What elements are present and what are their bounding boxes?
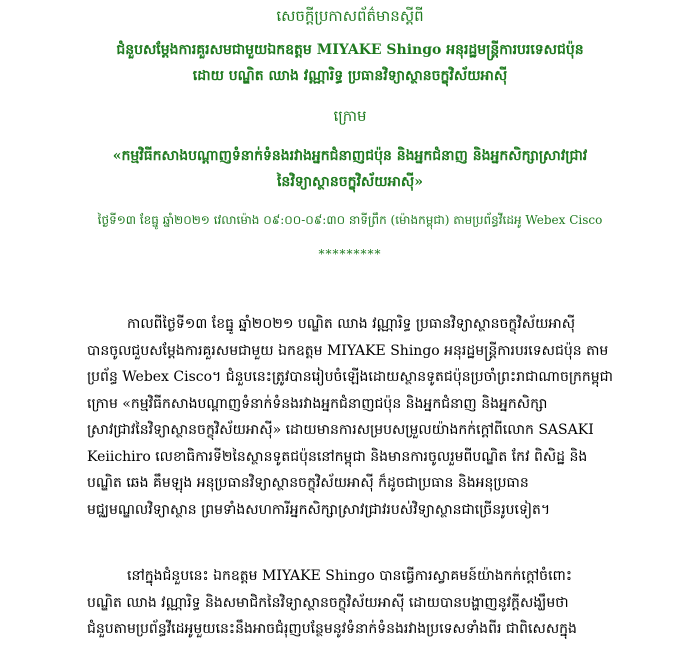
paragraph-line: ប្រព័ន្ធ Webex Cisco។ ជំនួបនេះត្រូវបានរៀបចំឡើងដោយស្ថានទូតជប៉ុនប្រចាំព្រះរាជាណាចក្រកម្ពុជា xyxy=(87,369,613,385)
paragraph-line: ស្រាវជ្រាវនៃវិទ្យាស្ថានចក្ខុវិស័យអាស៊ី» ដោយមានការសម្របសម្រួលយ៉ាងកក់ក្តៅពីលោក SASAKI xyxy=(87,422,594,438)
date-line: ថ្ងៃទី១៣ ខែធ្នូ ឆ្នាំ២០២១ វេលាម៉ោង ០៩:០០-០៩:៣០ នាទីព្រឹក (ម៉ោងកម្ពុជា) តាមប្រព័ន្ធវីដេអូ Webex Cisco xyxy=(97,213,603,227)
subtitle-line-1: ជំនួបសម្តែងការគួរសមជាមួយឯកឧត្តម MIYAKE Shingo អនុរដ្ឋមន្ត្រីការបរទេសជប៉ុន xyxy=(116,42,584,58)
subtitle-line-2: ដោយ បណ្ឌិត ឈាង វណ្ណារិទ្ធ ប្រធានវិទ្យាស្ថានចក្ខុវិស័យអាស៊ី xyxy=(192,68,508,84)
paragraph-line: ក្រោម «កម្មវិធីកសាងបណ្តាញទំនាក់ទំនងរវាងអ្នកជំនាញជប៉ុន និងអ្នកជំនាញ និងអ្នកសិក្សា xyxy=(87,395,548,412)
paragraph-line: ជំនួបតាមប្រព័ន្ធវីដេអូមួយនេះនឹងអាចជំរុញបន្ថែមនូវទំនាក់ទំនងរវាងប្រទេសទាំងពីរ ជាពិសេសក្នុង xyxy=(87,621,577,637)
under-label: ក្រោម xyxy=(333,107,367,125)
program-line-2: នៃវិទ្យាស្ថានចក្ខុវិស័យអាស៊ី» xyxy=(276,174,423,190)
paragraph-line: នៅក្នុងជំនួបនេះ ឯកឧត្តម MIYAKE Shingo បានធ្វើការស្វាគមន៍យ៉ាងកក់ក្តៅចំពោះ xyxy=(127,568,572,584)
paragraph-line: បណ្ឌិត ឈាង វណ្ណារិទ្ធ និងសមាជិកនៃវិទ្យាស្ថានចក្ខុវិស័យអាស៊ី ដោយបានបង្ហាញនូវក្តីសង្ឃឹមថា xyxy=(87,594,569,611)
paragraph-line: បណ្ឌិត ឆេង គឹមឡុង អនុប្រធានវិទ្យាស្ថានចក្ខុវិស័យអាស៊ី ក៏ដូចជាប្រធាន និងអនុប្រធាន xyxy=(87,475,529,491)
paragraph-line: កាលពីថ្ងៃទី១៣ ខែធ្នូ ឆ្នាំ២០២១ បណ្ឌិត ឈាង វណ្ណារិទ្ធ ប្រធានវិទ្យាស្ថានចក្ខុវិស័យអាស៊ី xyxy=(127,316,576,332)
paragraph-line: Keiichiro លេខាធិការទី២នៃស្ថានទូតជប៉ុននៅកម្ពុជា និងមានការចូលរួមពីបណ្ឌិត កែវ ពិសិដ្ឋ និង xyxy=(87,448,588,465)
paragraph-line: បានចូលជួបសម្តែងការគួរសមជាមួយ ឯកឧត្តម MIYAKE Shingo អនុរដ្ឋមន្ត្រីការបរទេសជប៉ុន តាម xyxy=(87,342,609,359)
separator: ********* xyxy=(318,247,382,261)
paragraph-line: មជ្ឈមណ្ឌលវិទ្យាស្ថាន ព្រមទាំងសហការីអ្នកសិក្សាស្រាវជ្រាវរបស់វិទ្យាស្ថានជាច្រើនរូបទៀត។ xyxy=(87,501,551,518)
program-line-1: «កម្មវិធីកសាងបណ្តាញទំនាក់ទំនងរវាងអ្នកជំនាញជប៉ុន និងអ្នកជំនាញ និងអ្នកសិក្សាស្រាវជ្រាវ xyxy=(112,148,588,164)
document-title: សេចក្តីប្រកាសព័ត៌មានស្តីពី xyxy=(276,7,424,25)
